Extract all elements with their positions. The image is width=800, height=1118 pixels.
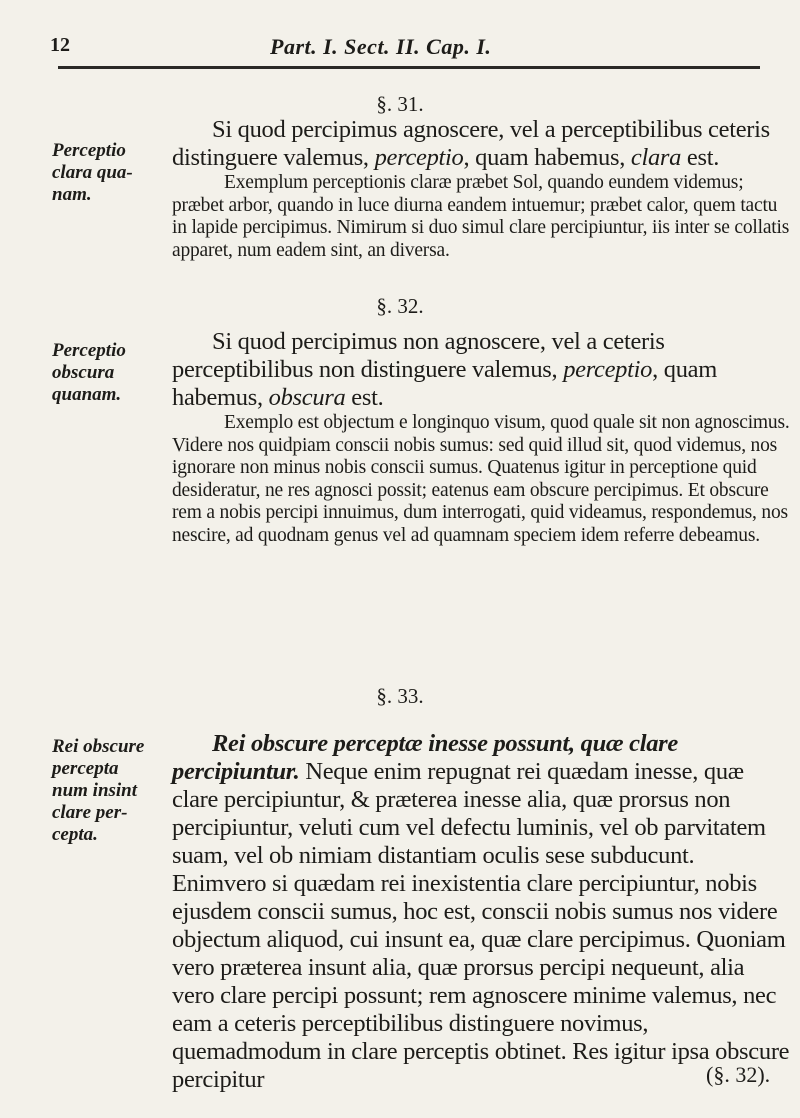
section-number-31: §. 31. [376, 92, 424, 116]
section-31-text [172, 116, 792, 262]
margin-line: obscura [52, 362, 115, 383]
section-number-32: §. 32. [376, 294, 424, 318]
margin-line: Rei obscure [52, 736, 145, 757]
margin-line: num insint [52, 780, 138, 801]
page-header [50, 34, 760, 62]
text-run: Si quod percipimus non agnoscere, vel a ceteris perceptibilibus non distinguere valemus, [172, 328, 665, 383]
margin-line: Perceptio [52, 340, 126, 361]
margin-line: nam. [52, 184, 92, 205]
example-block [172, 172, 792, 262]
section-33-body: Neque enim repugnat rei quædam inesse, quæ clare percipiuntur, & præterea inesse alia, quæ prorsus non percipiuntur, veluti cum vel defectu luminis, vel ob parvitatem suam, vel ob nimiam distantiam oculis sese subducunt. Enimvero si quædam rei inexistentia clare percipiuntur, nobis ejusdem conscii sumus, hoc est, conscii nobis sumus nos videre objectum aliquod, cui insunt ea, quæ clare percipimus. Quoniam vero præterea insunt alia, quæ prorsus percipi nequeunt, alia vero clare percipi possunt; rem agnoscere minime valemus, nec eam a ceteris perceptibilibus distinguere novimus, quemadmodum in clare perceptis obtinet. Res igitur ipsa obscure percipitur [172, 758, 790, 1093]
page-number: 12 [50, 34, 70, 56]
example-paragraph: Exemplo est objectum e longinquo visum, quod quale sit non agnoscimus. Videre nos quidpiam conscii nobis sumus: sed quid illud sit, quod videmus, nos ignorare non minus nobis conscii sumus. Quatenus igitur in perceptione quid desideratur, ne res agnosci possit; eatenus eam obscure percipimus. Et obscure rem a nobis percipi innuimus, dum interrogati, quid videamus, respondemus, nos nescire, ad quodnam genus vel ad quamnam speciem idem referre debeamus. [172, 412, 790, 546]
text-run: , quam habemus, [463, 144, 631, 171]
margin-line: clare per- [52, 802, 128, 823]
catchword: (§. 32). [706, 1062, 771, 1087]
section-33-title: Rei obscure perceptæ inesse possunt, quæ clare percipiuntur. [172, 730, 678, 785]
definition-paragraph [172, 328, 792, 412]
section-number-33: §. 33. [376, 684, 424, 708]
margin-note-rei-obscure [52, 736, 172, 846]
margin-note-perceptio-clara [52, 140, 172, 206]
example-paragraph: Exemplum perceptionis claræ præbet Sol, quando eundem videmus; præbet arbor, quando in luce diurna eandem intuemur; præbet calor, quem tactu in lapide percipimus. Nimirum si duo simul clare percipiuntur, iis inter se collatis apparet, num eadem sint, an diversa. [172, 172, 790, 261]
margin-line: Perceptio [52, 140, 126, 161]
section-32-text [172, 328, 792, 547]
running-title: Part. I. Sect. II. Cap. I. [270, 34, 492, 59]
example-block [172, 412, 792, 547]
margin-line: cepta. [52, 824, 98, 845]
header-rule [58, 66, 760, 69]
text-run: est. [345, 384, 384, 411]
section-33-text [172, 730, 792, 1094]
text-run: Si quod percipimus agnoscere, vel a perceptibilibus ceteris distinguere valemus, [172, 116, 770, 171]
term-perceptio: perceptio [374, 144, 464, 171]
section-33-paragraph [172, 730, 792, 1094]
margin-line: percepta [52, 758, 119, 779]
margin-note-perceptio-obscura [52, 340, 172, 406]
definition-paragraph [172, 116, 792, 172]
text-run: , quam habemus, [172, 356, 717, 411]
term-obscura: obscura [268, 384, 346, 411]
term-perceptio: perceptio [563, 356, 653, 383]
term-clara: clara [630, 144, 682, 171]
text-run: est. [681, 144, 720, 171]
margin-line: clara qua- [52, 162, 133, 183]
margin-line: quanam. [52, 384, 122, 405]
